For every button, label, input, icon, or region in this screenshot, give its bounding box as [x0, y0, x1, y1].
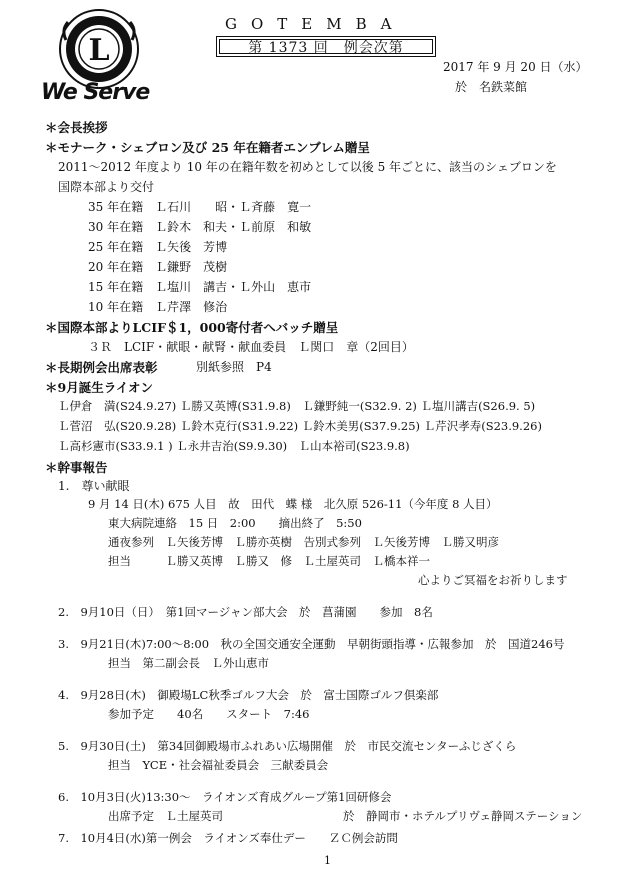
report-item-1-line: 東大病院連絡 15 日 2:00 摘出終了 5:50: [108, 516, 362, 530]
section-attendance: ＊長期例会出席表彰: [45, 360, 158, 375]
section-secretary-report: ＊幹事報告: [45, 460, 108, 475]
section-greeting: ＊会長挨拶: [45, 120, 108, 135]
monarch-item: 35 年在籍 Ｌ石川 昭・Ｌ斉藤 寛一: [88, 200, 312, 214]
meeting-title-text: 第 1373 回 例会次第: [248, 39, 404, 56]
monarch-item: 10 年在籍 Ｌ芹澤 修治: [88, 300, 228, 314]
report-item-6-sub: 出席予定 Ｌ土屋英司: [108, 809, 223, 823]
attendance-detail: 別紙参照 P4: [196, 360, 272, 374]
brand-title: GOTEMBA: [225, 15, 406, 33]
section-birthday: ＊9月誕生ライオン: [45, 380, 153, 395]
monarch-item: 15 年在籍 Ｌ塩川 講吉・Ｌ外山 恵市: [88, 280, 312, 294]
we-serve-logo: We Serve: [41, 80, 150, 105]
report-item-2: 2. 9月10日（日） 第1回マージャン部大会 於 菖蒲園 参加 8名: [58, 605, 433, 619]
svg-text:L: L: [88, 33, 110, 68]
report-item-4-title: 4. 9月28日(木) 御殿場LC秋季ゴルフ大会 於 富士国際ゴルフ倶楽部: [58, 688, 439, 702]
lcif-detail: ３Ｒ LCIF・献眼・献腎・献血委員 Ｌ関口 章（2回目）: [88, 340, 414, 354]
meeting-title: [216, 36, 436, 57]
monarch-item: 30 年在籍 Ｌ鈴木 和夫・Ｌ前原 和敏: [88, 220, 312, 234]
birthday-row: Ｌ高杉憲市(S33.9.1 ) Ｌ永井吉治(S9.9.30) Ｌ山本裕司(S23.9.8): [58, 439, 410, 453]
report-item-5-title: 5. 9月30日(土) 第34回御殿場市ふれあい広場開催 於 市民交流センターふじざくら: [58, 739, 517, 753]
report-item-6-venue: 於 静岡市・ホテルプリヴェ静岡ステーション: [343, 809, 583, 823]
lions-emblem-icon: [58, 8, 140, 90]
report-item-1-title: 1. 尊い献眼: [58, 479, 130, 493]
report-item-5-sub: 担当 YCE・社会福祉委員会 三献委員会: [108, 758, 329, 772]
birthday-row: Ｌ菅沼 弘(S20.9.28) Ｌ鈴木克行(S31.9.22) Ｌ鈴木美男(S37.9.25) Ｌ芹沢孝寿(S23.9.26): [58, 419, 542, 433]
monarch-desc-2: 国際本部より交付: [58, 180, 155, 194]
meeting-date: 2017 年 9 月 20 日（水）: [443, 60, 588, 74]
monarch-item: 25 年在籍 Ｌ矢後 芳博: [88, 240, 228, 254]
birthday-row: Ｌ伊倉 満(S24.9.27) Ｌ勝又英博(S31.9.8) Ｌ鎌野純一(S32.9. 2) Ｌ塩川講吉(S26.9. 5): [58, 399, 536, 413]
report-item-7: 7. 10月4日(水)第一例会 ライオンズ奉仕デー ＺＣ例会訪問: [58, 831, 398, 845]
page-number: 1: [324, 854, 331, 867]
report-item-1-condolence: 心よりご冥福をお祈りします: [418, 573, 568, 587]
report-item-6-title: 6. 10月3日(火)13:30～ ライオンズ育成グループ第1回研修会: [58, 790, 392, 804]
report-item-4-sub: 参加予定 40名 スタート 7:46: [108, 707, 310, 721]
report-item-1-line: 9 月 14 日(木) 675 人目 故 田代 蝶 様 北久原 526-11（今年度 8 人目）: [88, 497, 498, 511]
monarch-desc-1: 2011～2012 年度より 10 年の在籍年数を初めとして以後 5 年ごとに、該当のシェブロンを: [58, 160, 557, 174]
section-lcif: ＊国際本部よりLCIF＄1，000寄付者へバッチ贈呈: [45, 320, 339, 335]
report-item-1-line: 通夜参列 Ｌ矢後芳博 Ｌ勝亦英樹 告別式参列 Ｌ矢後芳博 Ｌ勝又明彦: [108, 535, 499, 549]
meeting-venue: 於 名鉄菜館: [455, 80, 528, 94]
report-item-3-sub: 担当 第二副会長 Ｌ外山恵市: [108, 656, 269, 670]
monarch-item: 20 年在籍 Ｌ鎌野 茂樹: [88, 260, 228, 274]
section-monarch: ＊モナーク・シェブロン及び 25 年在籍者エンブレム贈呈: [45, 140, 370, 155]
report-item-1-line: 担当 Ｌ勝又英博 Ｌ勝又 修 Ｌ土屋英司 Ｌ橋本祥一: [108, 554, 430, 568]
report-item-3-title: 3. 9月21日(木)7:00～8:00 秋の全国交通安全運動 早朝街頭指導・広報参加 於 国道246号: [58, 637, 565, 651]
